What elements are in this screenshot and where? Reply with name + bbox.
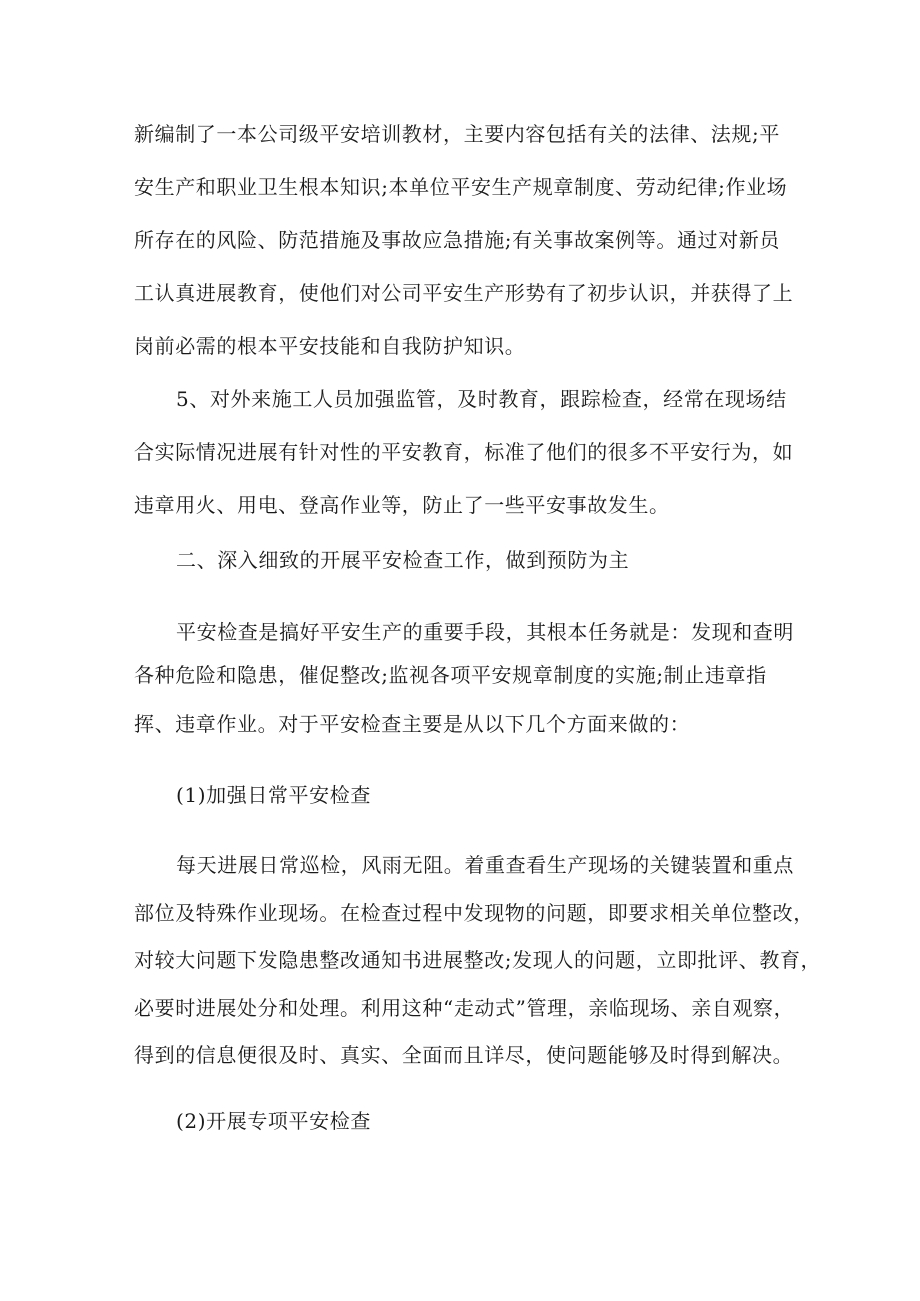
paragraph-line: 5、对外来施工人员加强监管，及时教育，跟踪检查，经常在现场结	[176, 387, 787, 411]
subheading: (1)加强日常平安检查	[176, 783, 371, 807]
paragraph-line: 对较大问题下发隐患整改通知书进展整改;发现人的问题，立即批评、教育，	[134, 948, 822, 972]
section-heading: 二、深入细致的开展平安检查工作，做到预防为主	[176, 548, 630, 572]
paragraph-line: 各种危险和隐患，催促整改;监视各项平安规章制度的实施;制止违章指	[134, 663, 767, 687]
paragraph-line: 得到的信息便很及时、真实、全面而且详尽，使问题能够及时得到解决。	[134, 1043, 794, 1067]
paragraph-line: 平安检查是搞好平安生产的重要手段，其根本任务就是：发现和查明	[176, 620, 794, 644]
paragraph-line: 必要时进展处分和处理。利用这种“走动式”管理，亲临现场、亲自观察，	[134, 996, 795, 1020]
paragraph-line: 合实际情况进展有针对性的平安教育，标准了他们的很多不平安行为，如	[134, 440, 794, 464]
paragraph-line: 安生产和职业卫生根本知识;本单位平安生产规章制度、劳动纪律;作业场	[134, 175, 788, 199]
paragraph-line: 挥、违章作业。对于平安检查主要是从以下几个方面来做的：	[134, 712, 691, 736]
paragraph-line: 每天进展日常巡检，风雨无阻。着重查看生产现场的关键装置和重点	[176, 853, 794, 877]
subheading: (2)开展专项平安检查	[176, 1109, 371, 1133]
paragraph-line: 部位及特殊作业现场。在检查过程中发现物的问题，即要求相关单位整改，	[134, 901, 814, 925]
paragraph-line: 所存在的风险、防范措施及事故应急措施;有关事故案例等。通过对新员	[134, 228, 780, 252]
paragraph-line: 岗前必需的根本平安技能和自我防护知识。	[134, 334, 526, 358]
paragraph-line: 新编制了一本公司级平安培训教材，主要内容包括有关的法律、法规;平	[134, 122, 780, 146]
paragraph-line: 工认真进展教育，使他们对公司平安生产形势有了初步认识，并获得了上	[134, 281, 794, 305]
paragraph-line: 违章用火、用电、登高作业等，防止了一些平安事故发生。	[134, 493, 670, 517]
